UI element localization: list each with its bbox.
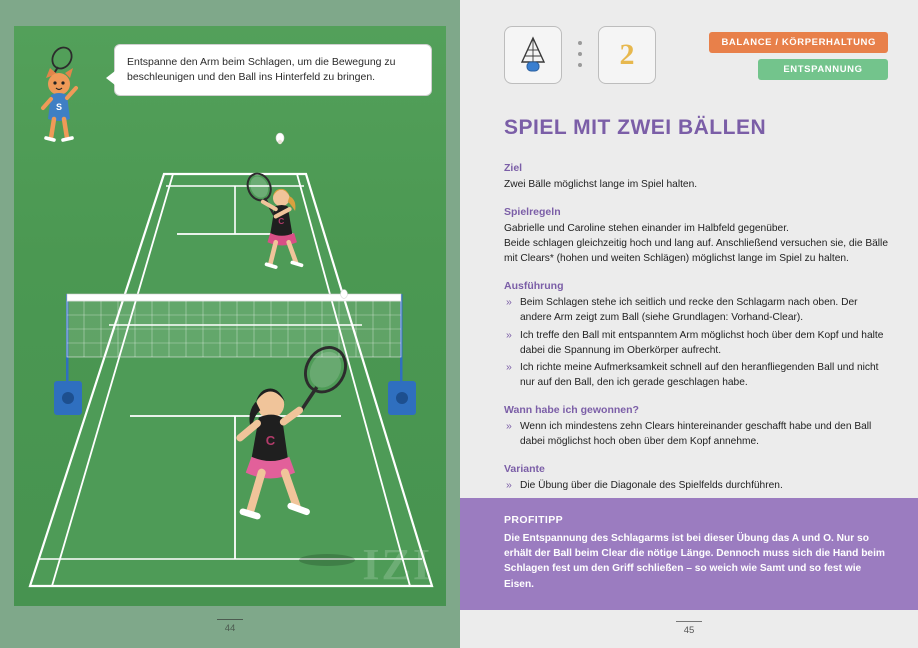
- profitipp-band: [460, 498, 918, 610]
- section-text-spielregeln-1: Gabrielle und Caroline stehen einander im Halbfeld gegenüber.: [504, 223, 789, 235]
- player-shadow: [299, 554, 355, 566]
- section-heading-gewonnen: Wann habe ich gewonnen?: [504, 403, 639, 416]
- page-number-right-value: 45: [683, 625, 695, 636]
- speech-bubble: [114, 44, 432, 96]
- coach-cat-mascot: [43, 44, 76, 140]
- tag-entspannung: ENTSPANNUNG: [758, 59, 888, 80]
- exercise-number: 2: [619, 38, 635, 71]
- svg-text:C: C: [265, 433, 276, 449]
- section-heading-ziel: Ziel: [504, 162, 523, 174]
- section-text-spielregeln-2: Beide schlagen gleichzeitig hoch und lang auf. Anschließend versuchen sie, die Bälle mit Clears* (hohen und weiten Schlägen) möglichst lange im Spiel zu halten.: [504, 238, 888, 265]
- list-item: » Ich treffe den Ball mit entspanntem Arm möglichst hoch über dem Kopf und halte dabei die Spannung im Oberkörper aufrecht.: [504, 328, 888, 358]
- section-list-ausfuehrung: [504, 295, 888, 390]
- page-title: SPIEL MIT ZWEI BÄLLEN: [504, 116, 767, 139]
- list-item: » Wenn ich mindestens zehn Clears hintereinander geschafft habe und den Ball dabei möglichst hoch oben über dem Kopf annehme.: [504, 419, 888, 449]
- right-page-content: [504, 26, 888, 495]
- page-number-right: [460, 621, 918, 636]
- shuttlecock-icon: [518, 36, 548, 74]
- section-heading-variante: Variante: [504, 463, 545, 476]
- profitipp-text: Die Entspannung des Schlagarms ist bei dieser Übung das A und O. Nur so erhält der Ball beim Clear die nötige Länge. Dennoch muss sich die Hand beim Schlagen fest um den Griff schließen – so weich wie Samt und so fest wie Eisen.: [504, 532, 885, 590]
- dots-separator: [574, 26, 586, 82]
- svg-text:C: C: [278, 216, 285, 226]
- section-list-variante: [504, 478, 888, 493]
- list-item: » Beim Schlagen stehe ich seitlich und recke den Schlagarm nach oben. Der andere Arm zeigt zum Ball (siehe Grundlagen: Vorhand-Clear).: [504, 295, 888, 325]
- list-item: » Die Übung über die Diagonale des Spielfelds durchführen.: [504, 478, 888, 493]
- page-number-left: [0, 619, 460, 634]
- badminton-court-lines: [14, 26, 446, 606]
- speech-bubble-text: Entspanne den Arm beim Schlagen, um die Bewegung zu beschleunigen und den Ball ins Hinterfeld zu bringen.: [127, 56, 396, 84]
- svg-text:S: S: [55, 102, 63, 112]
- page-number-rule: [217, 619, 243, 620]
- shuttlecock-icon-box: [504, 26, 562, 84]
- tag-list: [709, 26, 888, 80]
- exercise-header: [504, 26, 888, 84]
- tag-balance: BALANCE / KÖRPERHALTUNG: [709, 32, 888, 53]
- section-list-gewonnen: [504, 419, 888, 449]
- right-page: [460, 0, 918, 648]
- page-number-left-value: 44: [224, 623, 236, 634]
- court-illustration: [14, 26, 446, 606]
- section-heading-spielregeln: Spielregeln: [504, 206, 561, 219]
- shuttlecock-second: [341, 290, 348, 299]
- shuttlecock-in-flight: [276, 133, 284, 144]
- list-item: » Ich richte meine Aufmerksamkeit schnell auf den heranfliegenden Ball und nicht nur auf den Ball, den ich gerade geschlagen habe.: [504, 360, 888, 390]
- exercise-number-box: [598, 26, 656, 84]
- section-text-ziel: Zwei Bälle möglichst lange im Spiel halten.: [504, 179, 698, 190]
- page-number-rule: [676, 621, 702, 622]
- profitipp-title: PROFITIPP: [504, 513, 564, 526]
- watermark: IZI: [362, 540, 432, 589]
- section-heading-ausfuehrung: Ausführung: [504, 280, 564, 293]
